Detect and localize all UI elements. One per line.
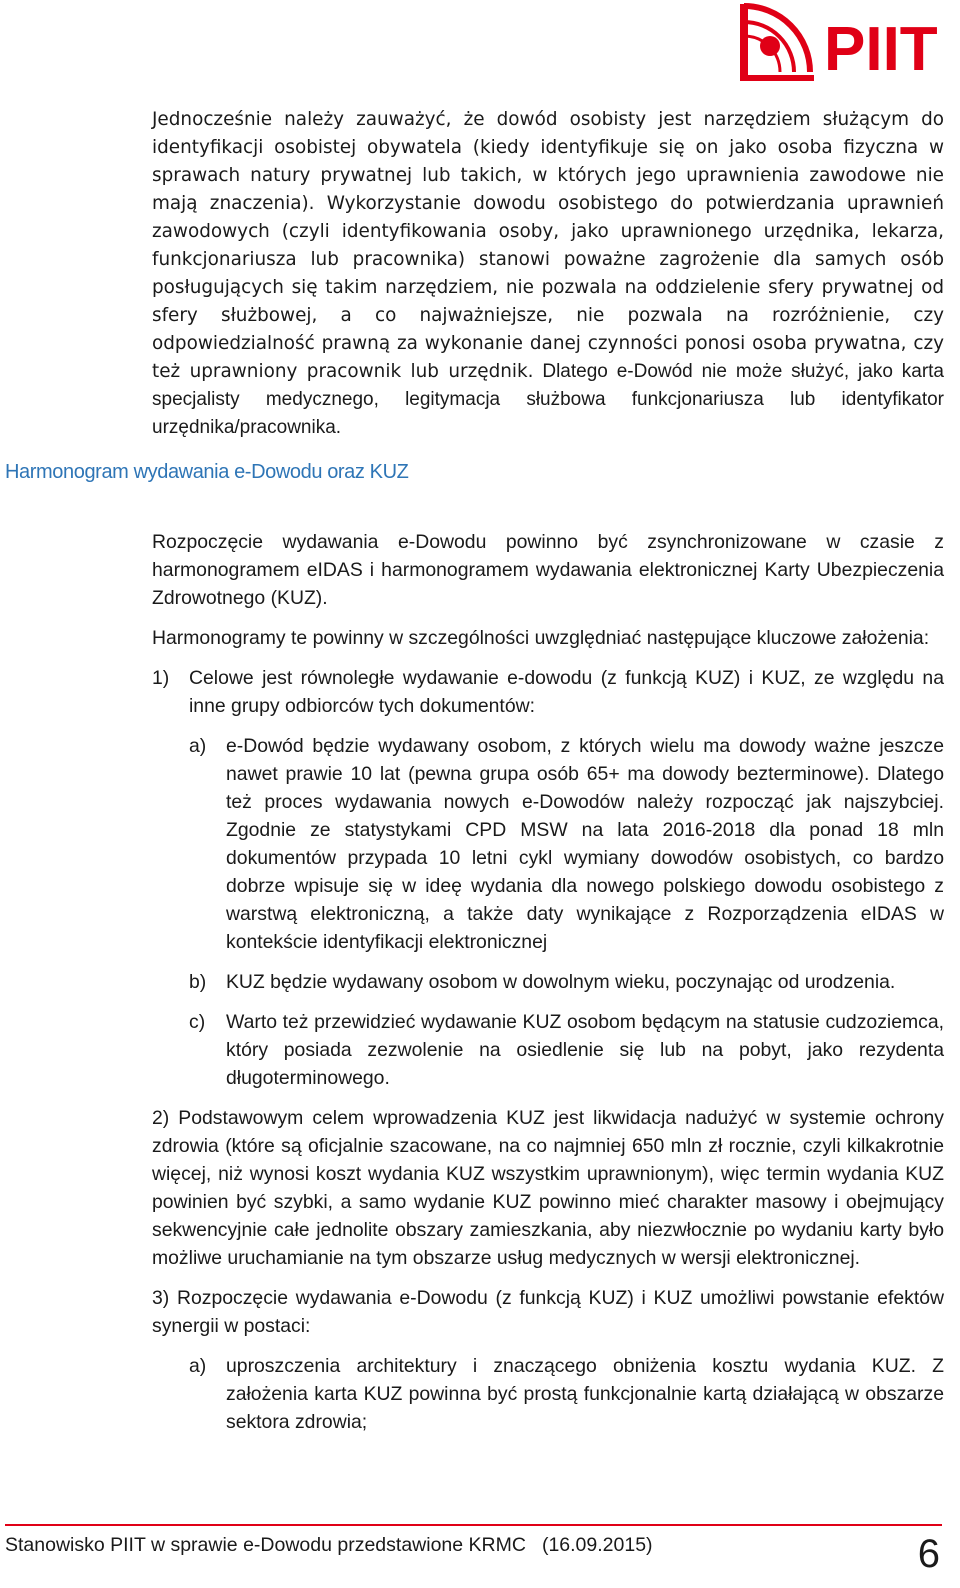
sublist-item-text: e-Dowód będzie wydawany osobom, z których wielu ma dowody ważne jeszcze nawet prawie 10 lat (pewna grupa osób 65+ ma dowody bezterminowe). Dlatego też proces wydawania nowych e-Dowodów należy rozpocząć jak najszybciej. Zgodnie ze statystykami CPD MSW na lata 2016-2018 dla ponad 18 mln dokumentów przypada 10 letni cykl wymiany dowodów osobistych, co bardzo dobrze wpisuje się w ideę wydania dla nowego polskiego dowodu osobistego z warstwą elektroniczną, a także daty wynikające z Rozporządzenia eIDAS w kontekście identyfikacji elektronicznej — [226, 735, 944, 953]
intro-section — [152, 106, 944, 442]
sublist-marker: b) — [189, 971, 207, 993]
page-number: 6 — [917, 1532, 940, 1576]
sublist-2 — [189, 1352, 944, 1436]
piit-emblem-icon — [734, 2, 946, 84]
list-item-1 — [152, 664, 944, 720]
intro-paragraph-part-2: Dlatego e-Dowód nie może służyć, jako karta specjalisty medycznego, legitymacja służbowa funkcjonariusza lub identyfikator urzędnika/pracownika. — [152, 361, 944, 438]
footer-title: Stanowisko PIIT w sprawie e-Dowodu przedstawione KRMC — [5, 1534, 526, 1556]
list-item-text: Celowe jest równoległe wydawanie e-dowodu (z funkcją KUZ) i KUZ, ze względu na inne grupy odbiorców tych dokumentów: — [189, 667, 944, 717]
sublist-item-a — [189, 732, 944, 956]
section-body — [152, 528, 944, 1448]
piit-logo — [734, 2, 946, 84]
intro-paragraph — [152, 106, 944, 442]
sublist-marker: a) — [189, 735, 207, 757]
page-footer — [5, 1524, 942, 1586]
sublist-item-c — [189, 1008, 944, 1092]
section-paragraph-1: Rozpoczęcie wydawania e-Dowodu powinno być zsynchronizowane w czasie z harmonogramem eIDAS i harmonogramem wydawania elektronicznej Karty Ubezpieczenia Zdrowotnego (KUZ). — [152, 531, 944, 609]
sublist-item-b — [189, 968, 944, 996]
section-paragraph-4: 3) Rozpoczęcie wydawania e-Dowodu (z funkcją KUZ) i KUZ umożliwi powstanie efektów synergii w postaci: — [152, 1287, 944, 1337]
list-marker: 1) — [152, 667, 170, 689]
sublist-marker: c) — [189, 1011, 206, 1033]
section-heading: Harmonogram wydawania e-Dowodu oraz KUZ — [5, 461, 409, 483]
sublist-marker: a) — [189, 1355, 207, 1377]
sublist-item-text: KUZ będzie wydawany osobom w dowolnym wieku, poczynając od urodzenia. — [226, 971, 896, 993]
sublist-item-text: uproszczenia architektury i znaczącego obniżenia kosztu wydania KUZ. Z założenia karta KUZ powinna być prostą funkcjonalnie kartą działającą w obszarze sektora zdrowia; — [226, 1355, 944, 1433]
sublist-2-item-a — [189, 1352, 944, 1436]
logo-text: PIIT — [824, 15, 938, 84]
intro-paragraph-part-1: Jednocześnie należy zauważyć, że dowód osobisty jest narzędziem służącym do identyfikacji osobistej obywatela (kiedy identyfikuje się on jako osoba fizyczna w sprawach natury prywatnej lub takich, w których jego uprawnienia zawodowe nie mają znaczenia). Wykorzystanie dowodu osobistego do potwierdzania uprawnień zawodowych (czyli identyfikowania osoby, jako uprawnionego urzędnika, lekarza, funkcjonariusza lub pracownika) stanowi poważne zagrożenie dla samych osób posługujących się takim narzędziem, nie pozwala na oddzielenie sfery prywatnej od sfery służbowej, a co najważniejsze, nie pozwala na rozróżnienie, czy odpowiedzialność prawną za wykonanie danej czynności ponosi osoba prywatna, czy też uprawniony pracownik lub urzędnik. — [152, 109, 944, 382]
section-paragraph-3: 2) Podstawowym celem wprowadzenia KUZ jest likwidacja nadużyć w systemie ochrony zdrowia (które są oficjalnie szacowane, na co najmniej 650 mln zł rocznie, czyli kilkakrotnie więcej, niż wynosi koszt wydania KUZ wszystkim uprawnionym), więc termin wydania KUZ powinien być szybki, a samo wydanie KUZ powinno mieć charakter masowy i obejmujący sekwencyjnie całe jednolite obszary zamieszkania, aby niezwłocznie po wydaniu karty było możliwe uruchamianie na tym obszarze usług medycznych w wersji elektronicznej. — [152, 1107, 944, 1269]
footer-date: (16.09.2015) — [541, 1534, 653, 1556]
section-paragraph-2: Harmonogramy te powinny w szczególności uwzględniać następujące kluczowe założenia: — [152, 627, 930, 649]
footer-text — [5, 1534, 653, 1557]
sublist — [189, 732, 944, 1092]
sublist-item-text: Warto też przewidzieć wydawanie KUZ osobom będącym na statusie cudzoziemca, który posiada zezwolenie na osiedlenie się lub na pobyt, jako rezydenta długoterminowego. — [226, 1011, 944, 1089]
